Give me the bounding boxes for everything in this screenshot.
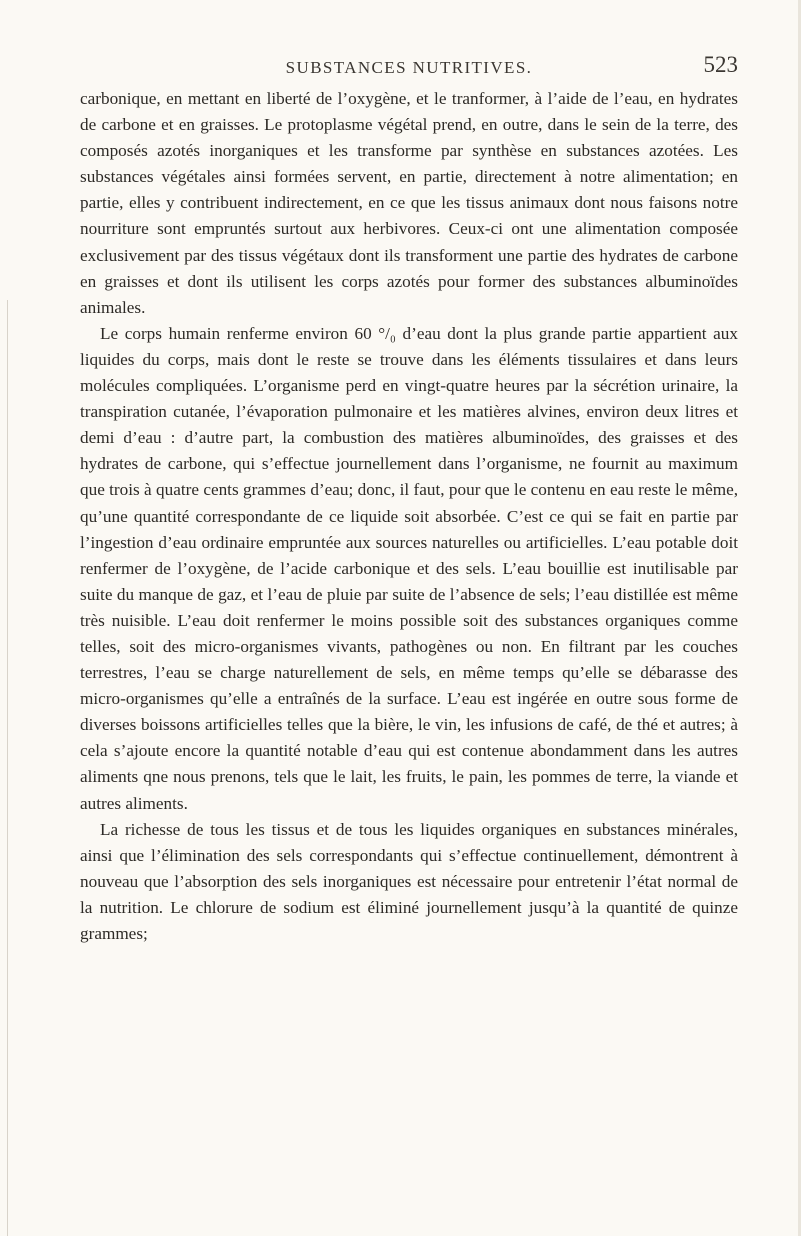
page-gutter-shadow <box>7 300 8 1236</box>
paragraph-water: Le corps humain renferme environ 60 °/₀ d’eau dont la plus grande partie appartient aux liquides du corps, mais dont le reste se trouve dans les éléments tissulaires et dans leurs molécules compliquées. L’organisme perd en vingt-quatre heures par la sécrétion urinaire, la transpiration cutanée, l’évaporation pulmonaire et les matières alvines, environ deux litres et demi d’eau : d’autre part, la combustion des matières albuminoïdes, des graisses et des hydrates de carbone, qui s’effectue journellement dans l’organisme, ne fournit au maximum que trois à quatre cents grammes d’eau; donc, il faut, pour que le contenu en eau reste le même, qu’une quantité correspondante de ce liquide soit absorbée. C’est ce qui se fait en partie par l’ingestion d’eau ordinaire empruntée aux sources naturelles ou artificielles. L’eau potable doit renfermer de l’oxygène, de l’acide carbonique et des sels. L’eau bouillie est inutilisable par suite du manque de gaz, et l’eau de pluie par suite de l’absence de sels; l’eau distillée est même très nuisible. L’eau doit renfermer le moins possible soit des substances organiques comme telles, soit des micro-organismes vivants, pathogènes ou non. En filtrant par les couches terrestres, l’eau se charge naturellement de sels, en même temps qu’elle se débarasse des micro-organismes qu’elle a entraînés de la surface. L’eau est ingérée en outre sous forme de diverses boissons artificielles telles que la bière, le vin, les infusions de café, de thé et autres; à cela s’ajoute encore la quantité notable d’eau qui est contenue abondamment dans les autres aliments qne nous prenons, tels que le lait, les fruits, le pain, les pommes de terre, la viande et autres aliments. <box>80 323 738 813</box>
page-header <box>80 52 738 82</box>
page-number: 523 <box>703 52 738 77</box>
body-text <box>80 86 738 947</box>
running-title: SUBSTANCES NUTRITIVES. <box>285 58 533 77</box>
paragraph-minerals: La richesse de tous les tissus et de tous les liquides organiques en substances minérales, ainsi que l’élimination des sels correspondants qui s’effectue continuellement, démontrent à nouveau que l’absorption des sels inorganiques est nécessaire pour entretenir l’état normal de la nutrition. Le chlorure de sodium est éliminé journellement jusqu’à la quantité de quinze grammes; <box>80 819 738 943</box>
paragraph-continuation: carbonique, en mettant en liberté de l’oxygène, et le tranformer, à l’aide de l’eau, en hydrates de carbone et en graisses. Le protoplasme végétal prend, en outre, dans le sein de la terre, des composés azotés inorganiques et les transforme par synthèse en substances azotées. Les substances végétales ainsi formées servent, en partie, directement à notre alimentation; en partie, elles y contribuent indirectement, en ce que les tissus animaux dont nous faisons notre nourriture sont empruntés surtout aux herbivores. Ceux-ci ont une alimentation composée exclusivement par des tissus végétaux dont ils transforment une partie des hydrates de carbone en graisses et dont ils utilisent les corps azotés pour former des substances albuminoïdes animales. <box>80 89 738 317</box>
